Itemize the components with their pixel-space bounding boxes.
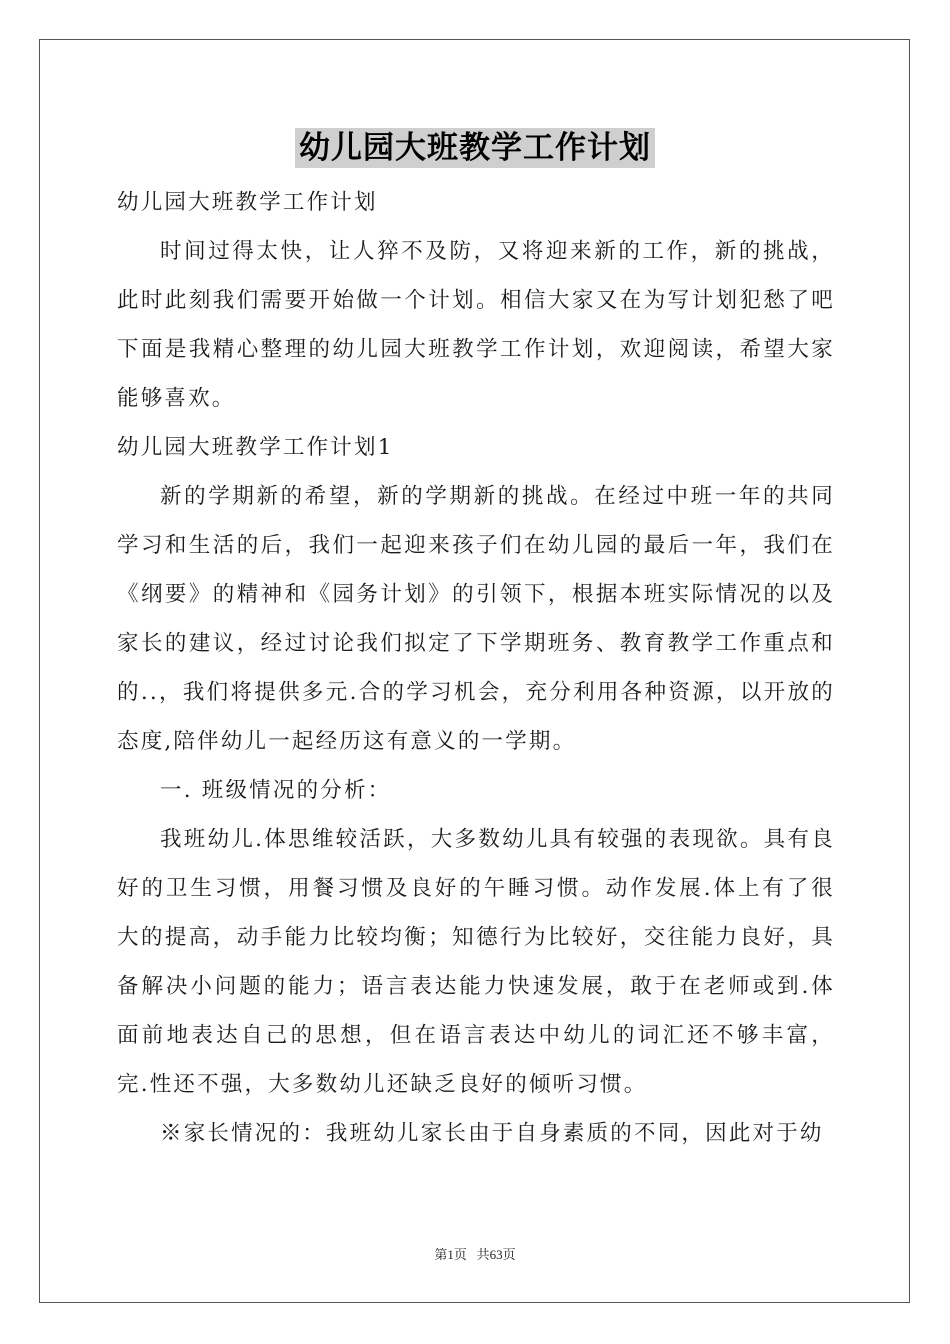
document-title: 幼儿园大班教学工作计划 xyxy=(295,128,655,168)
document-body xyxy=(117,178,835,1158)
body-paragraph-1: 新的学期新的希望，新的学期新的挑战。在经过中班一年的共同学习和生活的后，我们一起迎来孩子们在幼儿园的最后一年，我们在《纲要》的精神和《园务计划》的引领下，根据本班实际情况的以及家长的建议，经过讨论我们拟定了下学期班务、教育教学工作重点和的..，我们将提供多元.合的学习机会，充分利用各种资源，以开放的态度,陪伴幼儿一起经历这有意义的一学期。 xyxy=(117,484,835,754)
title-container xyxy=(0,128,950,168)
page-number: 第1页 xyxy=(434,1247,467,1262)
page-footer xyxy=(0,1244,950,1263)
subsection-heading-class-analysis: 一. 班级情况的分析： xyxy=(160,778,392,803)
intro-paragraph: 时间过得太快，让人猝不及防，又将迎来新的工作，新的挑战，此时此刻我们需要开始做一个计划。相信大家又在为写计划犯愁了吧下面是我精心整理的幼儿园大班教学工作计划，欢迎阅读，希望大家能够喜欢。 xyxy=(117,239,835,411)
body-paragraph-3: ※家长情况的：我班幼儿家长由于自身素质的不同，因此对于幼 xyxy=(160,1121,824,1146)
subtitle-line: 幼儿园大班教学工作计划 xyxy=(117,190,378,215)
section-heading-1: 幼儿园大班教学工作计划1 xyxy=(117,435,394,460)
body-paragraph-2: 我班幼儿.体思维较活跃，大多数幼儿具有较强的表现欲。具有良好的卫生习惯，用餐习惯及良好的午睡习惯。动作发展.体上有了很大的提高，动手能力比较均衡；知德行为比较好，交往能力良好，具备解决小问题的能力；语言表达能力快速发展，敢于在老师或到.体面前地表达自己的思想，但在语言表达中幼儿的词汇还不够丰富，完.性还不强，大多数幼儿还缺乏良好的倾听习惯。 xyxy=(117,827,835,1097)
total-pages: 共63页 xyxy=(476,1247,516,1262)
